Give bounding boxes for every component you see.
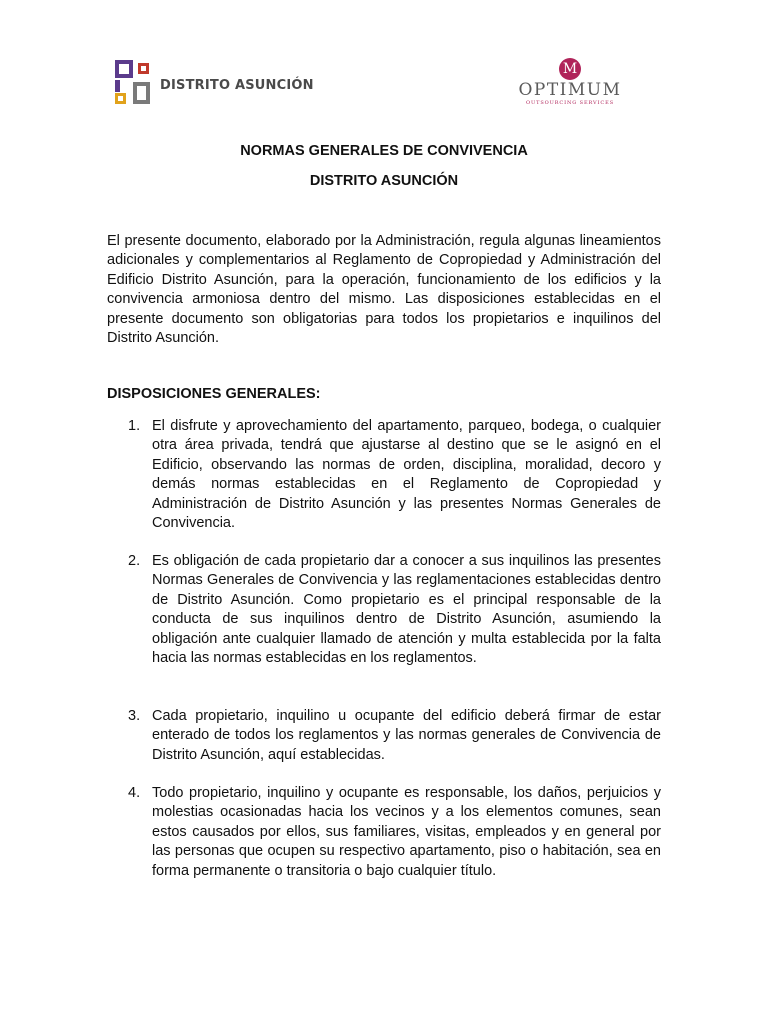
list-item [128,552,661,668]
optimum-logo-tagline: OUTSOURCING SERVICES [525,100,615,106]
document-title: NORMAS GENERALES DE CONVIVENCIA [240,143,528,159]
list-item-number: 3. [128,708,141,724]
optimum-logo [510,58,630,107]
list-item-text: Es obligación de cada propietario dar a conocer a sus inquilinos las presentes Normas Generales de Convivencia y las reglamentaciones establecidas dentro de Distrito Asunción. Como propietario es el principal responsable de la conducta de sus inquilinos dentro de Distrito Asunción, asumiendo la obligación ante cualquier llamado de atención y multa establecida por la falta hacia las normas establecidas en los reglamentos. [152,553,661,667]
list-item-number: 1. [128,418,141,434]
list-item-text: Todo propietario, inquilino y ocupante es responsable, los daños, perjuicios y molestias ocasionadas hacia los vecinos y a los elementos comunes, sean estos causados por ellos, sus familiares, visitas, empleados y en general por las personas que ocupen su respectivo apartamento, piso o habitación, sea en forma permanente o transitoria o bajo cualquier título. [152,785,661,879]
section-heading: DISPOSICIONES GENERALES: [107,386,321,402]
list-item-number: 2. [128,553,141,569]
distrito-asuncion-logo-text: DISTRITO ASUNCIÓN [160,77,314,93]
distrito-asuncion-logo [113,60,314,106]
intro-paragraph: El presente documento, elaborado por la Administración, regula algunas lineamientos adicionales y complementarios al Reglamento de Copropiedad y Administración del Edificio Distrito Asunción, para la operación, funcionamiento de los edificios y la convivencia armoniosa dentro del mismo. Las disposiciones establecidas en el presente documento son obligatorias para todos los propietarios e inquilinos del Distrito Asunción. [107,233,661,347]
list-item-number: 4. [128,785,141,801]
distrito-asuncion-logo-icon [113,60,153,106]
list-item-text: El disfrute y aprovechamiento del apartamento, parqueo, bodega, o cualquier otra área privada, tendrá que ajustarse al destino que se le asignó en el Edificio, observando las normas de orden, disciplina, moralidad, decoro y demás normas establecidas en el Reglamento de Copropiedad y Administración de Distrito Asunción y las presentes Normas Generales de Convivencia. [152,418,661,532]
list-item [128,784,661,881]
list-item [128,417,661,533]
list-item [128,707,661,765]
document-subtitle: DISTRITO ASUNCIÓN [309,173,459,189]
optimum-logo-brand: OPTIMUM [518,80,622,100]
list-item-text: Cada propietario, inquilino u ocupante del edificio deberá firmar de estar enterado de todos los reglamentos y las normas generales de Convivencia de Distrito Asunción, aquí establecidas. [152,708,661,763]
optimum-logo-icon: M [559,58,581,80]
